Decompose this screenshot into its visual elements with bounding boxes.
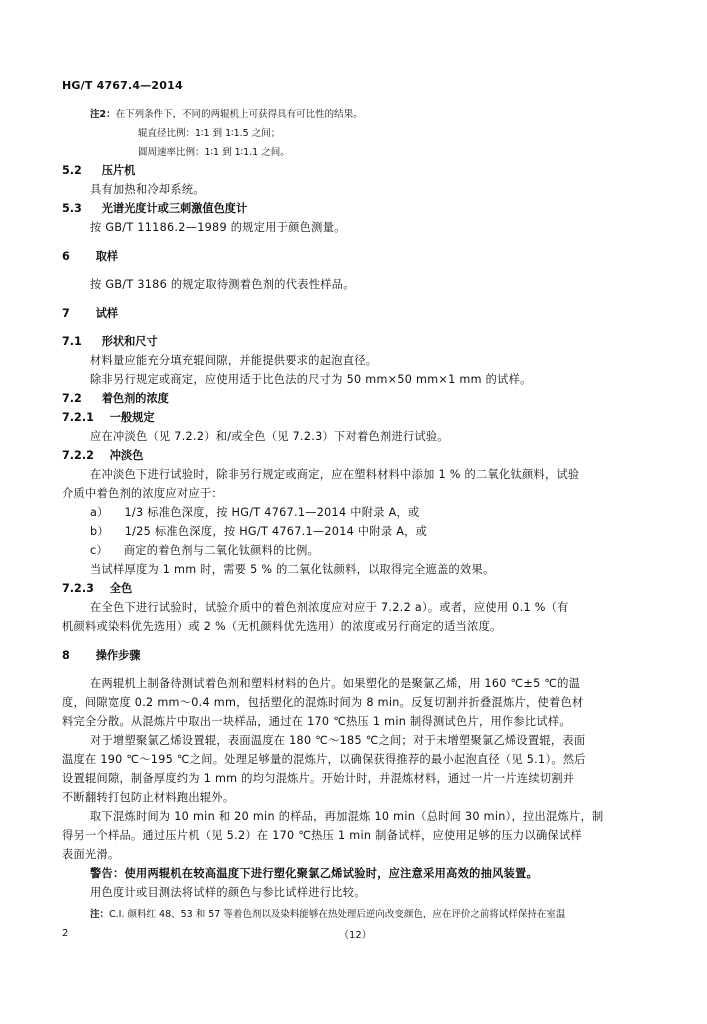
section-7-2-3-title: 全色 [109, 582, 133, 595]
page-number: 2 [62, 928, 69, 939]
list-item-b-text: 1/25 标准色深度，按 HG/T 4767.1—2014 中附录 A，或 [124, 525, 428, 538]
section-8-p1-line-3: 料完全分散。从混炼片中取出一块样品，通过在 170 ℃热压 1 min 制得测试色片，用作参比试样。 [62, 715, 571, 728]
section-7-2-3-heading [62, 580, 132, 596]
section-7-1-number: 7.1 [62, 335, 82, 348]
section-8-p3-line-2: 得另一个样品。通过压片机（见 5.2）在 170 ℃热压 1 min 制备试样，应使用足够的压力以确保试样 [62, 829, 582, 842]
note-2 [90, 106, 363, 120]
note-2-line-2: 圆周速率比例：1∶1 到 1∶1.1 之间。 [138, 147, 290, 158]
section-6-title: 取样 [95, 250, 119, 263]
section-8-number: 8 [62, 649, 70, 662]
section-8-p1-line-2: 度，间隙宽度 0.2 mm～0.4 mm，包括塑化的混炼时间为 8 min。反复切割并折叠混炼片，使着色材 [62, 696, 584, 709]
warning-text: 警告：使用两辊机在较高温度下进行塑化聚氯乙烯试验时，应注意采用高效的抽风装置。 [90, 867, 539, 880]
section-6-number: 6 [62, 250, 70, 263]
section-7-2-1-title: 一般规定 [109, 411, 155, 424]
section-7-2-3-line-2: 机颜料或染料优先选用）或 2 %（无机颜料优先选用）的浓度或另行商定的适当浓度。 [62, 620, 502, 633]
section-6-heading [62, 248, 118, 264]
list-item-a-text: 1/3 标准色深度，按 HG/T 4767.1—2014 中附录 A，或 [124, 506, 420, 519]
page-center-mark: （12） [339, 930, 372, 941]
section-5-3-title: 光谱光度计或三刺激值色度计 [101, 202, 248, 215]
section-7-heading [62, 305, 118, 321]
section-7-1-paragraph-1: 材料量应能充分填充辊间隙，并能提供要求的起泡直径。 [90, 354, 378, 367]
section-7-2-3-number: 7.2.3 [62, 582, 94, 595]
section-7-2-1-number: 7.2.1 [62, 411, 94, 424]
section-7-2-1-text: 应在冲淡色（见 7.2.2）和/或全色（见 7.2.3）下对着色剂进行试验。 [90, 430, 449, 443]
section-5-3-text: 按 GB/T 11186.2—1989 的规定用于颜色测量。 [90, 221, 346, 234]
list-item-a [90, 504, 420, 520]
section-8-p1-line-1: 在两辊机上制备待测试着色剂和塑料材料的色片。如果塑化的是聚氯乙烯，用 160 ℃±5 ℃的温 [90, 677, 581, 690]
list-item-b-mark: b） [90, 525, 109, 538]
section-7-1-heading [62, 333, 158, 349]
section-8-p2-line-1: 对于增塑聚氯乙烯设置辊，表面温度在 180 ℃～185 ℃之间；对于未增塑聚氯乙烯设置辊，表面 [90, 734, 586, 747]
section-7-1-paragraph-2: 除非另行规定或商定，应使用适于比色法的尺寸为 50 mm×50 mm×1 mm 的试样。 [90, 373, 532, 386]
standard-code: HG/T 4767.4—2014 [62, 79, 183, 92]
section-8-p3-line-3: 表面光滑。 [62, 848, 120, 861]
section-8-p3-line-1: 取下混炼时间为 10 min 和 20 min 的样品，再加混炼 10 min（总时间 30 min），拉出混炼片，制 [90, 810, 604, 823]
note-2-line-1: 辊直径比例：1∶1 到 1∶1.5 之间； [138, 128, 281, 139]
list-item-c-mark: c） [90, 544, 108, 557]
section-7-title: 试样 [95, 307, 119, 320]
section-8-note-text: C.I. 颜料红 48、53 和 57 等着色剂以及染料能够在热处理后逆向改变颜色，应在评价之前将试样保持在室温 [109, 909, 566, 920]
section-7-2-3-line-1: 在全色下进行试验时，试验介质中的着色剂浓度应对应于 7.2.2 a）。或者，应使用 0.1 %（有 [90, 601, 569, 614]
section-7-2-heading [62, 390, 169, 406]
section-5-3-number: 5.3 [62, 202, 82, 215]
section-8-heading [62, 647, 140, 663]
section-7-1-title: 形状和尺寸 [101, 335, 158, 348]
section-7-2-2-title: 冲淡色 [109, 449, 144, 462]
note-2-label: 注2： [90, 109, 116, 120]
section-7-2-1-heading [62, 409, 155, 425]
section-8-p2-line-4: 不断翻转打包防止材料跑出辊外。 [62, 791, 235, 804]
section-7-2-2-heading [62, 447, 143, 463]
section-8-paragraph-4: 用色度计或目测法将试样的颜色与参比试样进行比较。 [90, 886, 366, 899]
section-5-3-heading [62, 200, 247, 216]
section-7-2-2-paragraph-2: 当试样厚度为 1 mm 时，需要 5 % 的二氧化钛颜料，以取得完全遮盖的效果。 [90, 563, 495, 576]
note-2-text: 在下列条件下，不同的两辊机上可获得具有可比性的结果。 [115, 109, 363, 120]
section-7-number: 7 [62, 307, 70, 320]
section-8-note-label: 注： [90, 909, 110, 920]
section-7-2-2-line-1: 在冲淡色下进行试验时，除非另行规定或商定，应在塑料材料中添加 1 % 的二氧化钛颜料，试验 [90, 468, 580, 481]
section-7-2-2-number: 7.2.2 [62, 449, 94, 462]
section-6-text: 按 GB/T 3186 的规定取待测着色剂的代表性样品。 [90, 278, 355, 291]
section-7-2-number: 7.2 [62, 392, 82, 405]
section-8-p2-line-3: 设置辊间隙，制备厚度约为 1 mm 的均匀混炼片。开始计时，并混炼材料，通过一片一片连续切割并 [62, 772, 575, 785]
section-5-2-number: 5.2 [62, 164, 82, 177]
list-item-c-text: 商定的着色剂与二氧化钛颜料的比例。 [123, 544, 320, 557]
section-7-2-title: 着色剂的浓度 [101, 392, 169, 405]
section-8-title: 操作步骤 [95, 649, 141, 662]
list-item-b [90, 523, 427, 539]
list-item-c [90, 542, 319, 558]
section-5-2-title: 压片机 [101, 164, 136, 177]
section-7-2-2-line-2: 介质中着色剂的浓度应对应于： [62, 487, 223, 500]
section-5-2-text: 具有加热和冷却系统。 [90, 183, 205, 196]
section-8-p2-line-2: 温度在 190 ℃～195 ℃之间。处理足够量的混炼片，以确保获得推荐的最小起泡直径（见 5.1）。然后 [62, 753, 586, 766]
section-8-note [90, 906, 565, 920]
section-5-2-heading [62, 162, 135, 178]
list-item-a-mark: a） [90, 506, 109, 519]
